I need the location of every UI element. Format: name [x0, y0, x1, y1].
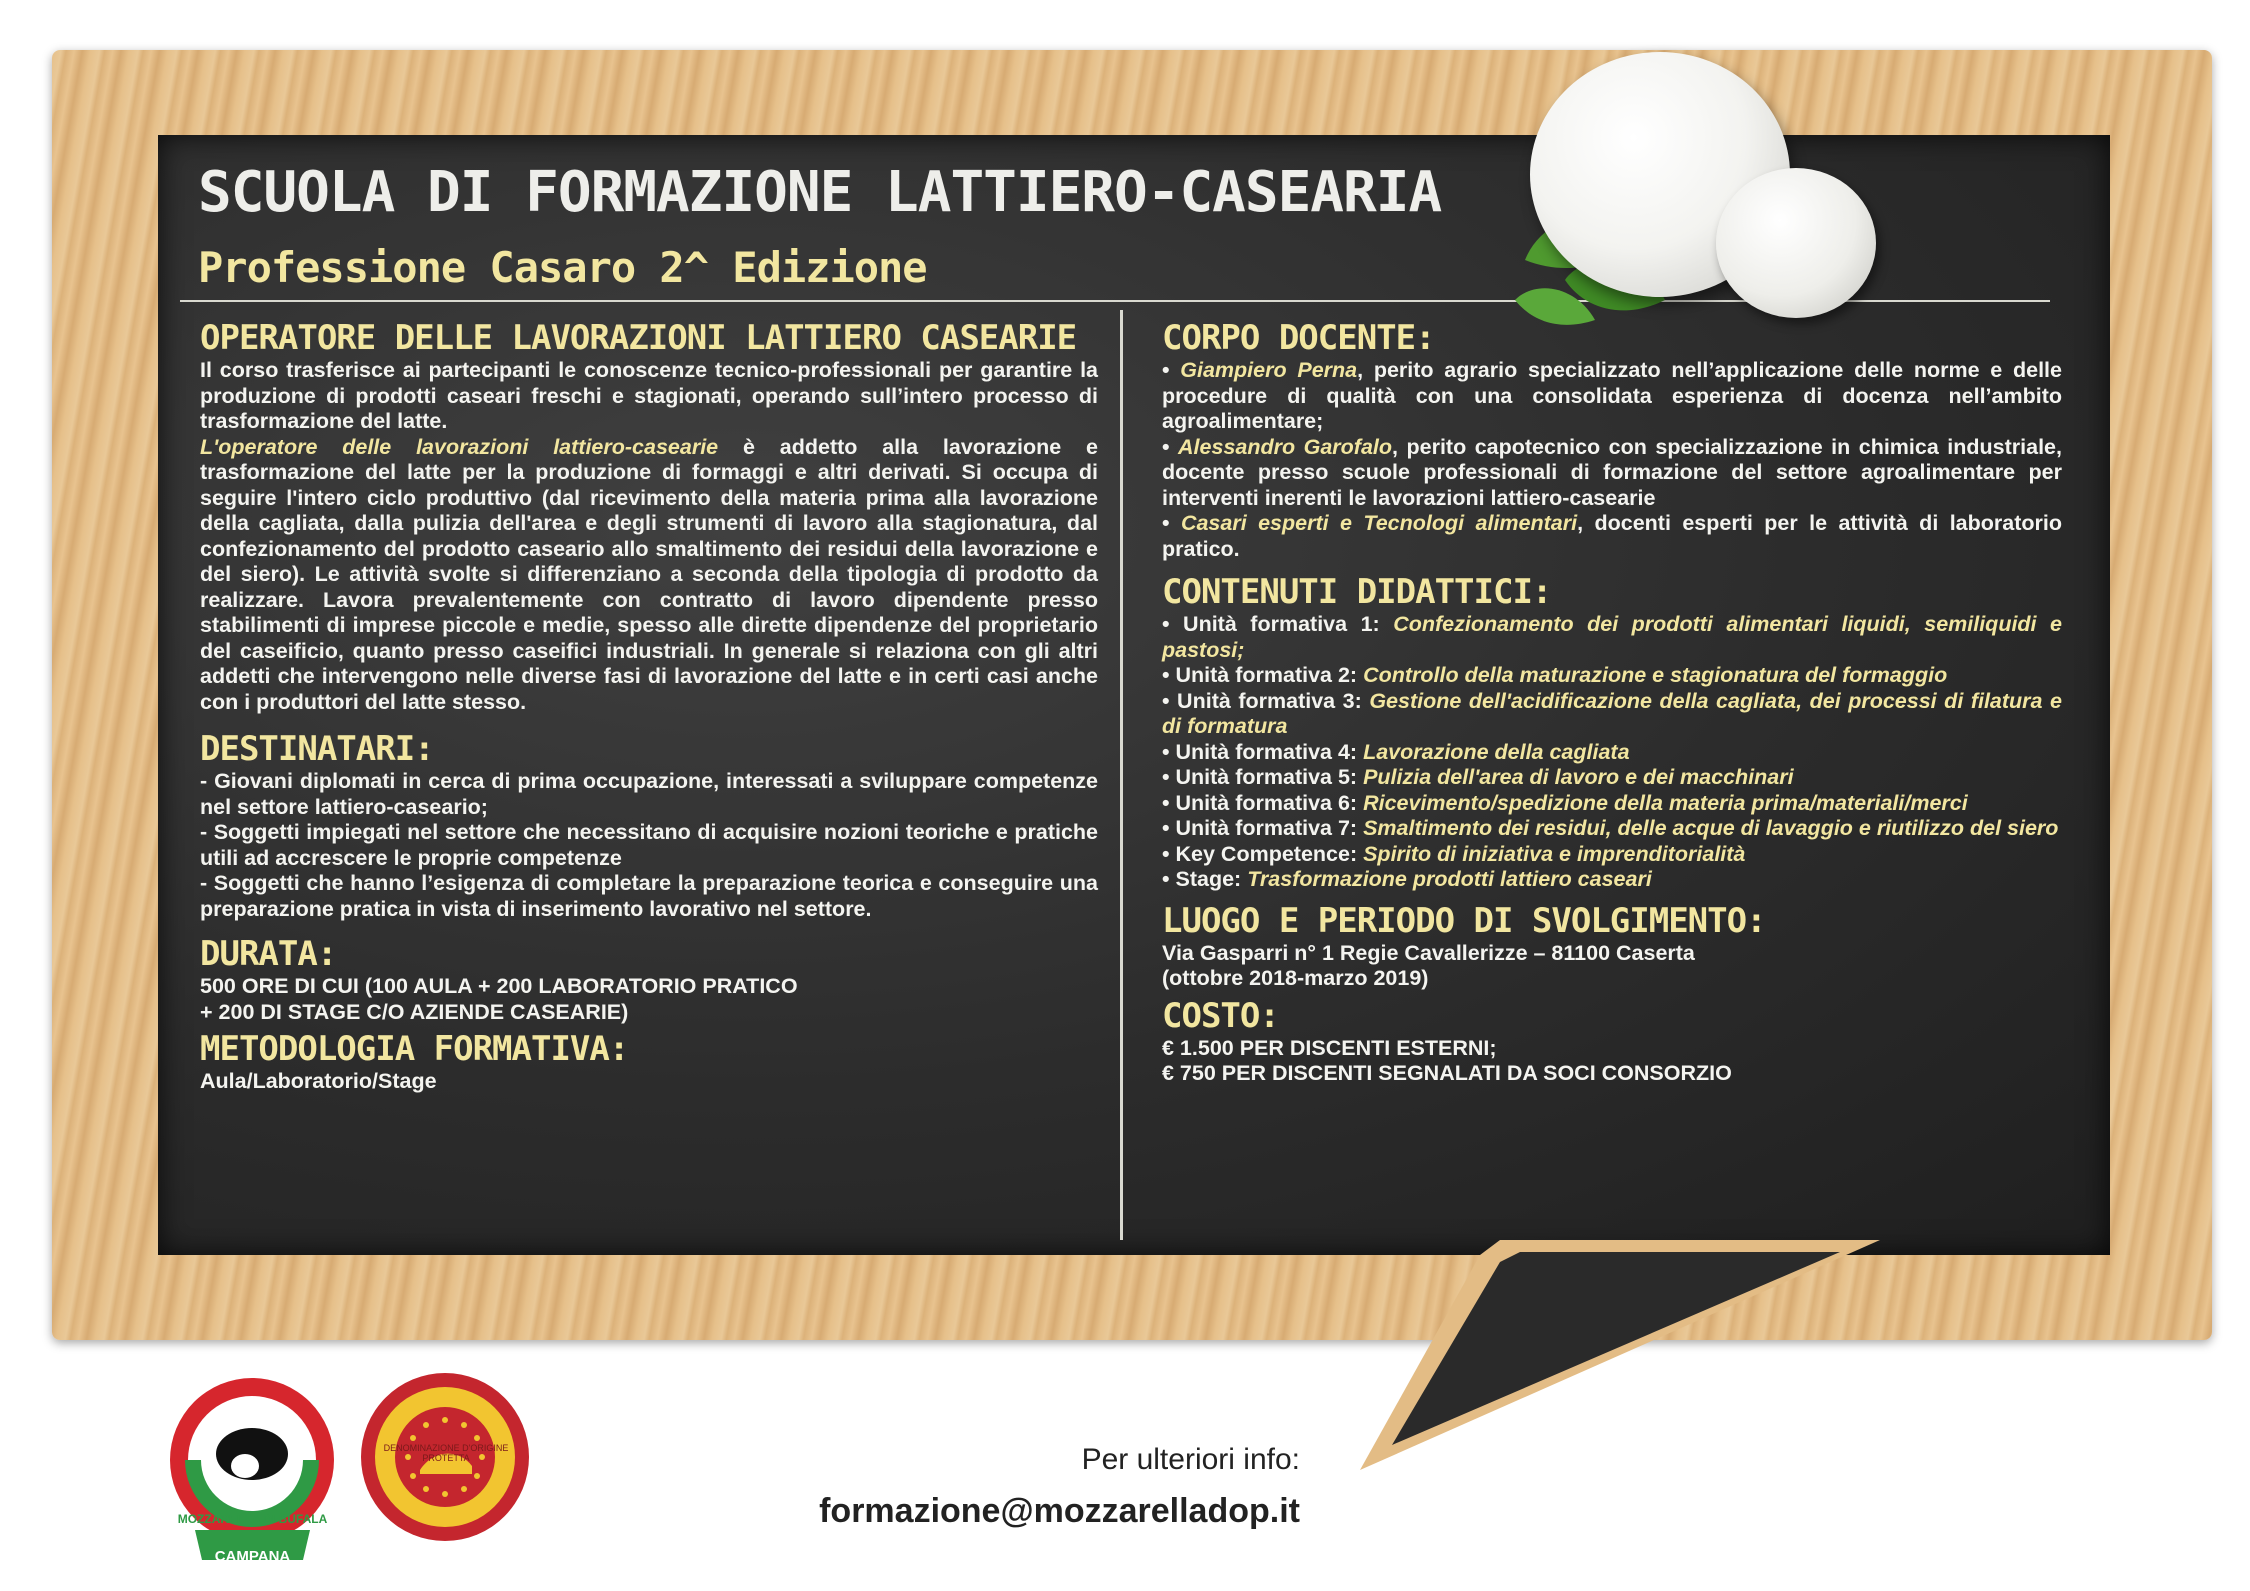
bullet: •	[1162, 434, 1179, 459]
contenuto-value: Smaltimento dei residui, delle acque di lavaggio e riutilizzo del siero	[1363, 816, 2059, 840]
docente-item	[1162, 435, 2062, 512]
page-subtitle: Professione Casaro 2^ Edizione	[198, 243, 927, 292]
destinatari-item: - Soggetti impiegati nel settore che necessitano di acquisire nozioni teoriche e pratiche utili ad accrescere le proprie competenze	[200, 820, 1098, 870]
contenuto-label: • Unità formativa 4:	[1162, 739, 1364, 764]
operatore-description	[200, 435, 1098, 716]
durata-line: + 200 DI STAGE C/O AZIENDE CASEARIE)	[200, 999, 629, 1024]
contenuto-item	[1162, 740, 2062, 766]
contenuto-label: • Unità formativa 5:	[1162, 765, 1364, 789]
bullet: •	[1162, 358, 1181, 382]
contenuto-item	[1162, 689, 2062, 740]
mozzarella-small-ball-icon	[1716, 168, 1876, 318]
contenuto-item	[1162, 663, 2062, 689]
right-column	[1162, 318, 2062, 1087]
docente-desc: , perito agrario specializzato nell’applicazione delle norme e delle procedure di qualità con una consolidata esperienza di docenza nell’ambito agroalimentare;	[1162, 358, 2062, 433]
consorzio-logo	[165, 1370, 340, 1570]
contenuto-label: • Unità formativa 2:	[1162, 663, 1364, 687]
destinatari-item: - Giovani diplomati in cerca di prima occupazione, interessati a sviluppare competenze nel settore lattiero-caseario;	[200, 769, 1098, 819]
contenuto-item	[1162, 867, 2062, 893]
contenuto-item	[1162, 842, 2062, 868]
metodologia-text: Aula/Laboratorio/Stage	[200, 1069, 437, 1093]
docente-desc: , docenti esperti per le attività di laboratorio pratico.	[1162, 511, 2062, 561]
luogo-period: (ottobre 2018-marzo 2019)	[1162, 966, 1429, 990]
docente-item	[1162, 358, 2062, 435]
contenuto-value: Pulizia dell'area di lavoro e dei macchinari	[1363, 765, 1794, 789]
footer-email-link[interactable]: formazione@mozzarelladop.it	[819, 1492, 1300, 1530]
contenuto-item	[1162, 791, 2062, 817]
contenuto-label: • Unità formativa 6:	[1162, 790, 1364, 815]
section-heading-contenuti: CONTENUTI DIDATTICI:	[1162, 572, 1552, 612]
column-divider	[1120, 310, 1123, 1240]
docente-name: Casari esperti e Tecnologi alimentari	[1180, 511, 1578, 535]
contenuto-item	[1162, 816, 2062, 842]
bullet: •	[1162, 511, 1181, 535]
contenuto-value: Ricevimento/spedizione della materia prima/materiali/merci	[1363, 790, 1968, 815]
contenuto-value: Gestione dell'acidificazione della cagliata, dei processi di filatura e di formatura	[1162, 688, 2062, 738]
consorzio-logo-text: MOZZARELLA DI BUFALA	[177, 1512, 328, 1526]
section-heading-destinatari: DESTINATARI:	[200, 729, 434, 769]
docente-desc: , perito capotecnico con specializzazione in chimica industriale, docente presso scuole professionali di formazione del settore agroalimentare per interventi inerenti le lavorazioni lattiero-casearie	[1162, 434, 2062, 510]
costo-line: € 1.500 PER DISCENTI ESTERNI;	[1162, 1035, 1497, 1060]
contenuto-label: • Unità formativa 7:	[1162, 816, 1364, 840]
operatore-intro: Il corso trasferisce ai partecipanti le conoscenze tecnico-professionali per garantire la produzione di prodotti caseari freschi e stagionati, operando sull’intero processo di trasformazione del latte.	[200, 358, 1098, 433]
contenuto-value: Spirito di iniziativa e imprenditorialità	[1363, 841, 1746, 866]
contenuto-item	[1162, 612, 2062, 663]
docente-name: Giampiero Perna	[1180, 358, 1358, 382]
section-heading-operatore: OPERATORE DELLE LAVORAZIONI LATTIERO CASEARIE	[200, 318, 1077, 358]
contenuto-value: Trasformazione prodotti lattiero caseari	[1247, 867, 1652, 891]
section-heading-costo: COSTO:	[1162, 995, 1279, 1036]
costo-line: € 750 PER DISCENTI SEGNALATI DA SOCI CONSORZIO	[1162, 1061, 1732, 1085]
contenuto-value: Controllo della maturazione e stagionatura del formaggio	[1363, 663, 1948, 687]
dop-seal-text: DENOMINAZIONE D'ORIGINE PROTETTA	[383, 1443, 509, 1463]
contenuto-label: • Stage:	[1162, 867, 1248, 891]
contenuto-label: • Key Competence:	[1162, 841, 1364, 866]
operatore-term: L'operatore delle lavorazioni lattiero-casearie	[200, 434, 719, 459]
section-heading-metodologia: METODOLOGIA FORMATIVA:	[200, 1029, 629, 1069]
contenuto-label: • Unità formativa 1:	[1162, 612, 1394, 636]
left-column	[200, 318, 1098, 1095]
contenuto-value: Lavorazione della cagliata	[1363, 739, 1630, 764]
contenuto-label: • Unità formativa 3:	[1162, 688, 1370, 713]
section-heading-durata: DURATA:	[200, 934, 337, 974]
contenuto-item	[1162, 765, 2062, 791]
footer-info-label: Per ulteriori info:	[1081, 1443, 1300, 1476]
durata-line: 500 ORE DI CUI (100 AULA + 200 LABORATORIO PRATICO	[200, 974, 798, 998]
luogo-address: Via Gasparri n° 1 Regie Cavallerizze – 81100 Caserta	[1162, 940, 1695, 965]
section-heading-docenti: CORPO DOCENTE:	[1162, 318, 1435, 358]
docente-item	[1162, 511, 2062, 562]
section-heading-luogo: LUOGO E PERIODO DI SVOLGIMENTO:	[1162, 900, 1766, 941]
docente-name: Alessandro Garofalo	[1178, 434, 1393, 459]
page-title: SCUOLA DI FORMAZIONE LATTIERO-CASEARIA	[198, 160, 1442, 225]
contenuto-value: Confezionamento dei prodotti alimentari liquidi, semiliquidi e pastosi;	[1162, 612, 2063, 662]
destinatari-item: - Soggetti che hanno l’esigenza di completare la preparazione teorica e conseguire una preparazione pratica in vista di inserimento lavorativo nel settore.	[200, 871, 1098, 921]
consorzio-logo-label: CAMPANA	[214, 1548, 291, 1565]
operatore-description-text: è addetto alla lavorazione e trasformazione del latte per la produzione di formaggi e altri derivati. Si occupa di seguire l'intero ciclo produttivo (dal ricevimento della materia prima alla lavorazione della cagliata, dalla pulizia dell'area e degli strumenti di lavoro alla stagionatura, dal confezionamento del prodotto caseario allo smaltimento dei residui della lavorazione e del siero). Le attività svolte si differenziano a seconda della tipologia di prodotto da realizzare. Lavora prevalentemente con contratto di lavoro dipendente presso stabilimenti di imprese piccole e medie, spesso alle dirette dipendenze del proprietario del caseificio, quanto presso caseifici industriali. In generale si relaziona con gli altri addetti che intervengono nelle diverse fasi di lavorazione del latte e in certi casi anche con i produttori del latte stesso.	[200, 434, 1098, 714]
